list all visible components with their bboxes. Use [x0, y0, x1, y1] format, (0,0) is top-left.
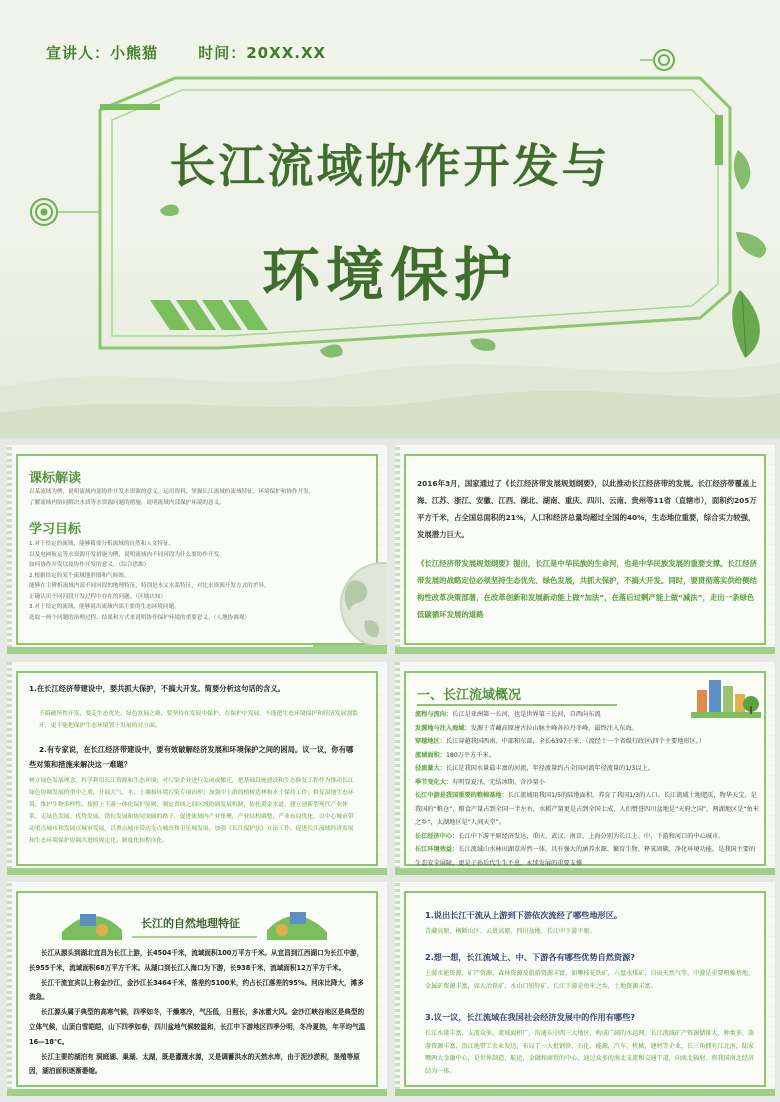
- slide-natural-geography: [7, 882, 387, 1096]
- geography-body: [29, 946, 369, 1079]
- slide-basin-overview: [395, 662, 775, 875]
- paragraph: 长江干流宜宾以上称金沙江，金沙江长3464千米，落差约5100米，约占长江落差的95%。河床比降大，滩多流急。: [29, 978, 364, 1002]
- answer-3: 长江水量丰富，支流众多，流域面积广，沟通东中西三大地区，构成广阔的水运网。长江流域矿产资源储量大，种类多，旅游资源丰富，沿江地带工农业发达，布局了一大批钢铁，石化，能源，汽车，机械，建材等企业，长三角拥有江北南，陆家嘴两大金融中心，是世界制造，航运，金融和商贸的中心，通过众多的南北支流和交通干道，向南北辐射，将我国南北经济结为一体。: [425, 1030, 755, 1075]
- paragraph-belt-overview: 2016年3月，国家通过了《长江经济带发展规划纲要》，以此推动长江经济带的发展。长江经济带覆盖上海、江苏、浙江、安徽、江西、湖北、湖南、重庆、四川、云南、贵州等11省（直辖市），面积约205万平方千米，占全国总面积的21%，人口和经济总量均超过全国的40%，生态地位重要，综合实力较强，发展潜力巨大。: [417, 479, 757, 539]
- text-line: 1.对于给定的流域，能够简要分析流域的自然和人文特征。: [29, 541, 175, 547]
- question-2: 2.有专家说，在长江经济带建设中，要有效破解经济发展和环境保护之间的困局。议一议，你有哪些对策和措施来解决这一难题？: [29, 745, 354, 769]
- paragraph-belt-strategy: 《长江经济带发展规划纲要》提出，长江是中华民族的生命河，也是中华民族发展的重要支撑。长江经济带发展的战略定位必须坚持生态优先、绿色发展，共抓大保护，不搞大开发。同时，要贯彻落实供给侧结构性改革决策部署，在改革创新和发展新动能上做“加法”，在落后过剩产能上做“减法”，走出一条绿色低碳循环发展的道路: [417, 559, 757, 619]
- paragraph: 长江从源头到湖北宜昌为长江上游，长4504千米，流域面积100万平方千米。从宜昌到江西湖口为长江中游，长955千米，流域面积68万平方千米。从湖口到长江入海口为下游，长938千米，流域面积12万平方千米。: [29, 949, 364, 972]
- question-1: 1.在长江经济带建设中，要共抓大保护，不搞大开发。简要分析这句话的含义。: [29, 684, 285, 693]
- answer-2: 上游水能资源、矿产资源、森林资源及旅游资源丰富，如攀枝花铁矿，六盘水煤矿，自贡天然气等，中游是重要粮棉基地，金属矿资源丰富，如大冶铁矿，水山口铅锌矿。长江下游是鱼米之乡，土地资源丰富。: [425, 970, 755, 990]
- list-item: 流程与流向：长江是亚洲第一长河，也是世界第三长河，自西向东流: [415, 711, 601, 718]
- target-icon: [31, 199, 57, 225]
- title-frame: [0, 0, 780, 438]
- question-2: 2.想一想，长江流域上、中、下游各有哪些优势自然资源?: [425, 952, 636, 962]
- paragraph: 长江源头属于典型的高寒气候，四季如冬，干燥寒冷，气压低，日照长，多冰雹大风。金沙江峡谷地区是典型的立体气候，山顶白雪皑皑，山下四季如春，四川盆地气候较温和，长江中下游地区四季分明，冬冷夏热，年平均气温16—18℃。: [29, 1008, 366, 1046]
- list-item: 径流量大：长江是我国水量最丰富的河流，年径流量约占全国河流年径流量的1/3以上。: [415, 765, 654, 772]
- cover-title-line1: 长江流域协作开发与: [169, 139, 611, 193]
- curriculum-body: [29, 487, 339, 508]
- question-1: 1.说出长江干流从上游到下游依次流经了哪些地形区。: [425, 910, 623, 920]
- paragraph: 长江主要的湖泊有 洞庭湖、巢湖、太湖，既是灌溉水源，又是调蓄洪水的天然水库，由于泥沙淤积，垦殖等原因，湖泊面积逐渐萎缩。: [29, 1052, 360, 1076]
- globe-icon: [313, 541, 387, 649]
- list-item: 流域面积：180万平方千米。: [415, 751, 495, 759]
- section-heading-overview: 一、长江流域概况: [417, 688, 522, 703]
- text-line: 以及电网航运等水资源开发措施为例，说明流域内不同河段为什么要协作开发。: [29, 551, 225, 558]
- text-line: 以某流域为例，说明流域内部协作开发水资源的意义。运用资料，掌握长江流域的流域特征、环境保护和协作开发。: [29, 489, 315, 495]
- cover-slide: [0, 0, 780, 438]
- question-3: 3.议一议，长江流域在我国社会经济发展中的作用有哪些?: [425, 1012, 636, 1022]
- section-heading-goals: 学习目标: [29, 522, 82, 537]
- slide-questions: [395, 882, 775, 1096]
- list-item: 季节变化大：有明显夏汛、无结冰期、含沙量小: [415, 778, 545, 786]
- slide-discussion: [7, 662, 387, 875]
- slide-curriculum: [7, 445, 387, 654]
- text-line: 3.对于给定的流域，能够说出流域内部主要的生态环境问题。: [29, 604, 180, 610]
- answer-1: 青藏高原、横断山区、云贵高原、四川盆地、长江中下游平原。: [425, 928, 596, 935]
- answer-2: 树立绿色发展理念，科学利用长江资源和生态环境；对污染企业进行关闭或搬迁，把基础设施建设和生态修复工程作为推动长江绿色协调发展的重中之重，开展大气、水、土壤和环境污染专项治理；加强中上游的植树造林和水土保持工作；修复湿地生态环境，维护生物多样性。按照上下游一体化保护原则，制定省域之间区域协调发展机制，依托黄金水道，建立创新型现代产业体系，走绿色发展、优势发展、错位发展和协同突破的路子，促进流域内产业集聚，产业结构调整，产业布局优化，以中心城市带动重点城市和发展点城市发展，以重点城市带动支点城市和卫星城发展，加强《长江保护法》立法工作，促进长江流域经济发展和生态环境保护协调共进的规定化、制度化和程序化。: [29, 778, 354, 844]
- cover-title-line2: 环境保护: [261, 241, 518, 309]
- presentation-time: 时间：20XX.XX: [198, 44, 327, 62]
- list-item: 长江环境效益：长江流域山水林田湖草浑然一体，具有强大的涵养水源、繁育生物、释氧固碳、净化环境功能，是我国主要的生态安全屏障，更是子孙后代生生不息、永续发展的重要支撑: [415, 846, 756, 867]
- text-line: 2.根据给定的某个流域地形图和气候图。: [29, 572, 130, 579]
- list-item: 发源地与注入海域：发源于青藏高原唐古拉山脉主峰各拉丹冬峰，最终注入东海。: [415, 724, 638, 732]
- text-line: 能够在主辨析流域内部不同河段的地理特征，特别是水文水系特征，对比水资源开发方式的差异，: [29, 583, 270, 589]
- list-item: 长江经济中心：长江中下游平原经济发达，重庆、武汉、南京、上海分别为长江上、中、下游和河口的中心城市。: [415, 832, 725, 840]
- text-line: 了解流域内协同解决水质等水资源问题的措施，说明流域内部保护环境的意义。: [29, 499, 225, 506]
- text-line: 如何协作开发以及协作开发的意义。（综合思维）: [29, 562, 150, 568]
- slide-economic-belt: [395, 445, 775, 654]
- section-heading-geography: 长江的自然地理特征: [141, 917, 240, 930]
- list-item: 长江中游是我国重要的粮棉基地：长江流域用我国1/5的陆地面积，养育了我国1/3的人口。长江流域土地肥沃，物华天宝，是我国的“粮仓”，粮食产量占到全国一半左右，水稻产量更是占到全国七成，人们赞誉四川盆地是“天府之国”，两湖地区是“鱼米之乡”，太湖地区是“人间天堂”。: [415, 792, 759, 826]
- goals-body: [29, 539, 329, 623]
- section-heading-curriculum: 课标解读: [29, 471, 82, 486]
- answer-1: 不搞破坏性开发，要走生态优先、绿色发展之路，要坚持在发展中保护、在保护中发展，不能把生态环境保护和经济发展割裂开，更不能把保护生态环境置于发展的对立面。: [39, 711, 358, 729]
- overview-list: [415, 708, 760, 870]
- text-line: 正确认识不同河段开发过程中存在的问题。（区域认知）: [29, 593, 167, 600]
- heading-underline: [417, 704, 617, 706]
- list-item: 穿越地区：长江穿越我国西南、中部和东部，全长6397千米，（流经十一个省级行政区\四个主要地形区。）: [415, 738, 706, 745]
- speaker-name: 宣讲人：小熊猫: [46, 44, 159, 62]
- text-line: 选取一两个问题的治理过程，结果和方式来说明协作保护环境的重要意义。（人地协调观）: [29, 614, 250, 621]
